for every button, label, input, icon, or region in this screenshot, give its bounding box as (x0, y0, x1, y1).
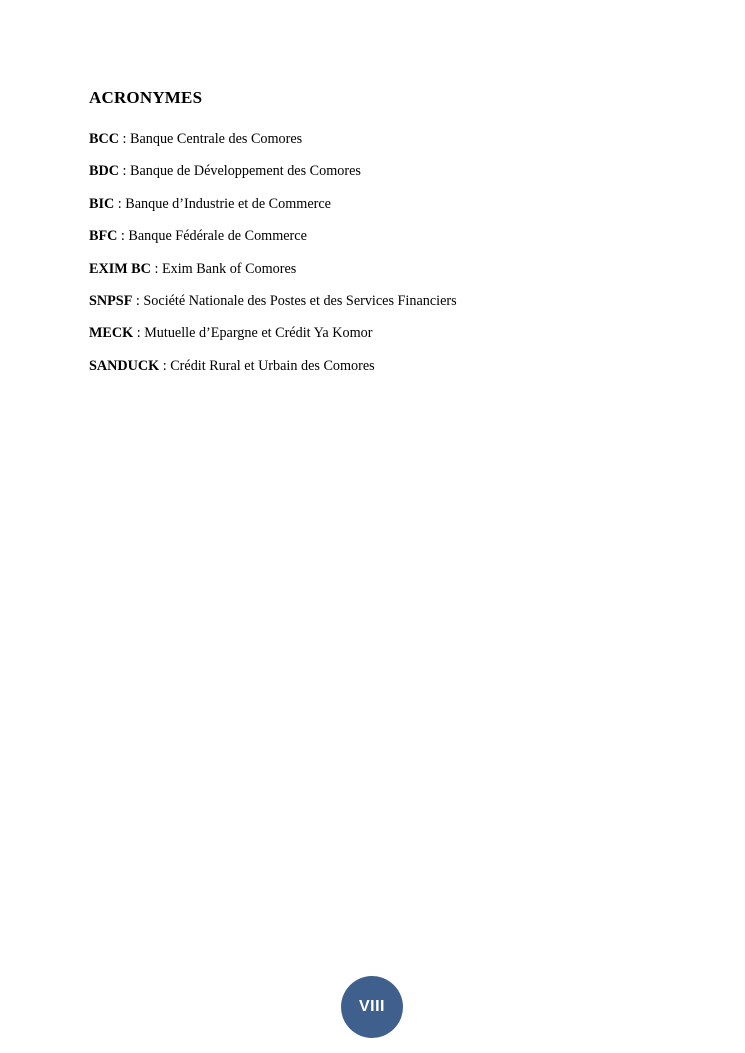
acronym-abbr: EXIM BC (89, 260, 151, 277)
acronym-separator: : (132, 292, 144, 309)
acronym-item (89, 162, 457, 194)
acronym-definition: Crédit Rural et Urbain des Comores (170, 357, 375, 374)
acronym-item (89, 227, 457, 259)
acronym-item (89, 324, 457, 356)
page-number: VIII (358, 998, 385, 1015)
acronym-definition: Banque de Développement des Comores (130, 163, 361, 180)
acronym-definition: Banque d’Industrie et de Commerce (125, 195, 331, 212)
acronym-definition: Banque Centrale des Comores (130, 131, 303, 147)
acronym-abbr: BFC (89, 228, 118, 245)
acronym-item (89, 130, 457, 162)
acronym-separator: : (114, 195, 126, 212)
acronym-separator: : (117, 228, 129, 245)
acronym-separator: : (159, 357, 171, 374)
section-heading: ACRONYMES (89, 88, 203, 107)
acronym-separator: : (118, 131, 131, 147)
acronym-abbr: SNPSF (89, 292, 133, 309)
acronym-item (89, 195, 457, 227)
acronym-definition: Société Nationale des Postes et des Services Financiers (143, 292, 457, 309)
acronym-abbr: MECK (89, 325, 134, 342)
acronym-definition: Banque Fédérale de Commerce (128, 228, 307, 245)
acronym-separator: : (150, 260, 162, 277)
acronym-abbr: BIC (89, 195, 115, 212)
acronym-abbr: SANDUCK (89, 357, 160, 374)
acronym-abbr: BCC (89, 131, 119, 147)
acronym-item (89, 357, 457, 389)
acronym-definition: Exim Bank of Comores (161, 260, 297, 277)
page-number-badge (341, 976, 403, 1038)
acronym-separator: : (133, 325, 145, 342)
acronym-item (89, 260, 457, 292)
acronym-definition: Mutuelle d’Epargne et Crédit Ya Komor (144, 325, 373, 342)
acronym-item (89, 292, 457, 324)
acronym-separator: : (118, 163, 131, 180)
acronym-list (89, 130, 457, 389)
acronym-abbr: BDC (89, 163, 119, 180)
